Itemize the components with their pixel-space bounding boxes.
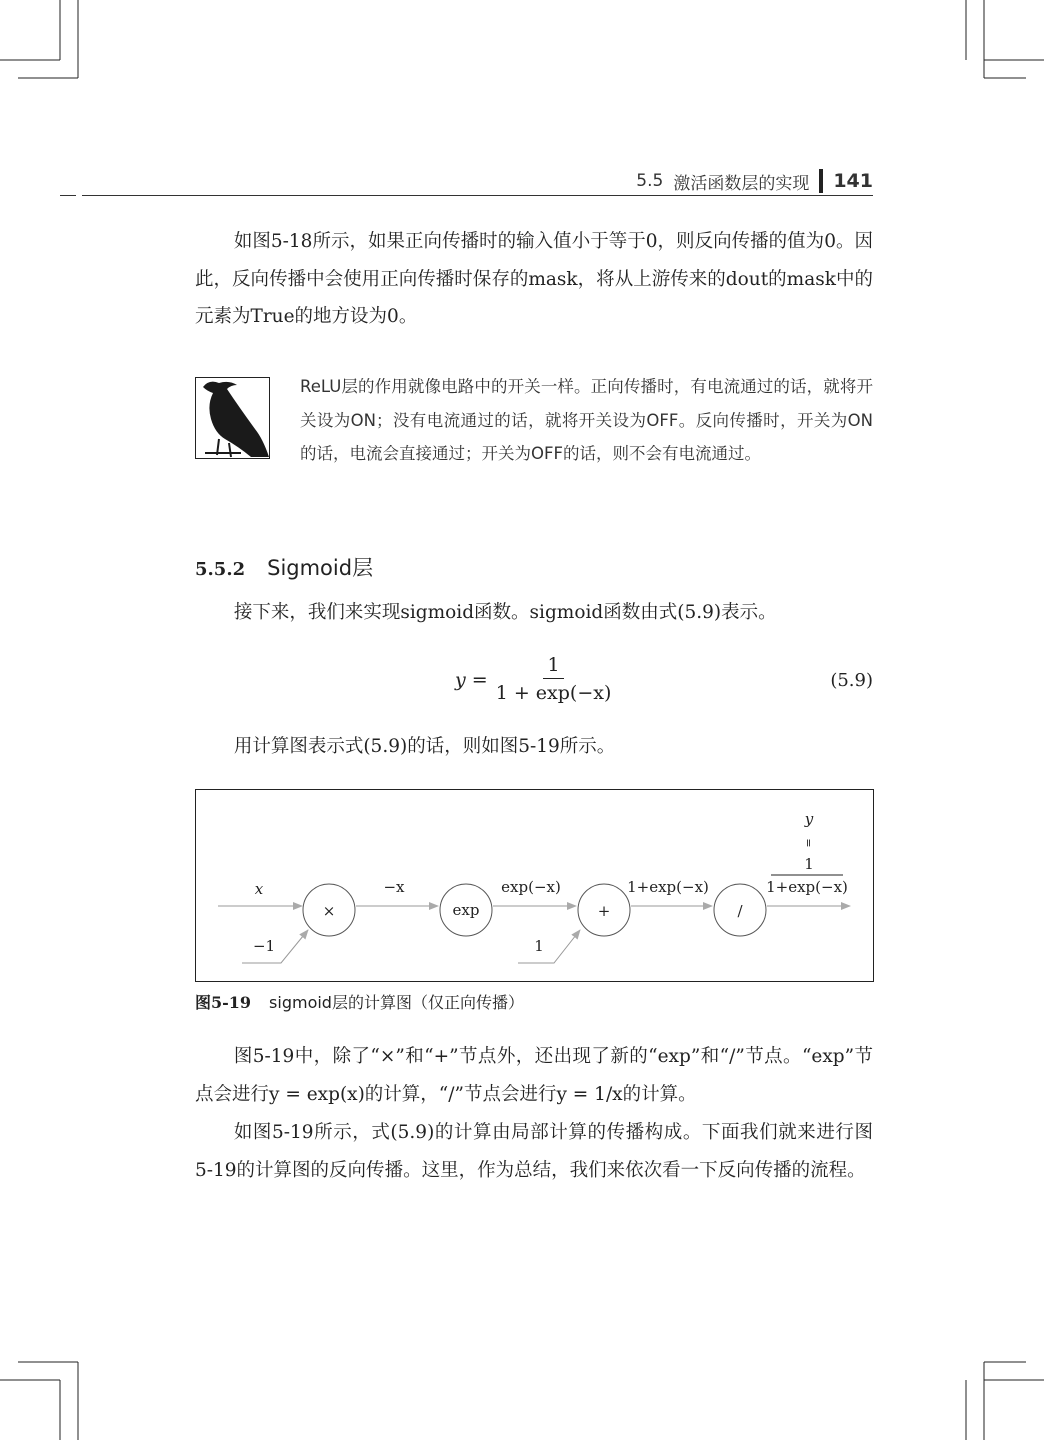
node-label: /	[737, 902, 743, 920]
paragraph-sigmoid-intro: 接下来，我们来实现sigmoid函数。sigmoid函数由式(5.9)表示。	[233, 602, 777, 623]
node-label: +	[597, 902, 611, 920]
edge-label: −x	[383, 878, 405, 896]
header-rule	[82, 195, 873, 196]
running-header	[560, 168, 873, 194]
edge-label: x	[254, 880, 264, 898]
caption-number: 图5-19	[195, 993, 252, 1012]
edge-label: 1+exp(−x)	[627, 878, 709, 896]
paragraph-backward-summary: 如图5-19所示，式(5.9)的计算由局部计算的传播构成。下面我们就来进行图5-19的计算图的反向传播。这里，作为总结，我们来依次看一下反向传播的流程。	[195, 1122, 873, 1181]
page-number: 141	[833, 170, 873, 192]
equation-lhs: y =	[455, 668, 488, 691]
caption-text: sigmoid层的计算图（仅正向传播）	[269, 993, 524, 1012]
equation-fraction	[496, 652, 612, 707]
node-label: exp	[452, 901, 480, 919]
output-denominator: 1+exp(−x)	[766, 878, 848, 896]
edge-label: exp(−x)	[501, 878, 561, 896]
note-text: ReLU层的作用就像电路中的开关一样。正向传播时，有电流通过的话，就将开关设为ON；没有电流通过的话，就将开关设为OFF。反向传播时，开关为ON的话，电流会直接通过；开关为OFF的话，则不会有电流通过。	[300, 377, 873, 463]
output-numerator: 1	[804, 855, 814, 873]
header-section: 5.5	[636, 171, 664, 191]
paragraph-new-nodes: 图5-19中，除了“×”和“+”节点外，还出现了新的“exp”和“/”节点。“exp”节点会进行y = exp(x)的计算，“/”节点会进行y = 1/x的计算。	[195, 1046, 873, 1105]
header-bar	[819, 169, 823, 193]
node-label: ×	[322, 902, 336, 920]
bird-icon	[195, 377, 270, 459]
header-rule-mark	[60, 195, 76, 196]
equation-number: (5.9)	[830, 670, 873, 691]
output-y: y	[804, 810, 814, 828]
header-title: 激活函数层的实现	[673, 173, 810, 194]
equation-5-9	[455, 652, 611, 707]
equation-denominator: 1 + exp(−x)	[495, 682, 612, 704]
side-input-label: 1	[534, 937, 544, 955]
side-input-label: −1	[252, 937, 276, 955]
section-heading	[195, 552, 373, 582]
output-eq: =	[802, 838, 815, 848]
equation-numerator: 1	[543, 652, 563, 679]
paragraph-relu-backward: 如图5-18所示，如果正向传播时的输入值小于等于0，则反向传播的值为0。因此，反向传播中会使用正向传播时保存的mask，将从上游传来的dout的mask中的元素为True的地方设为0。	[195, 231, 873, 327]
paragraph-graph-intro: 用计算图表示式(5.9)的话，则如图5-19所示。	[233, 736, 616, 757]
figure-caption	[195, 990, 524, 1013]
section-title: Sigmoid层	[267, 556, 374, 580]
section-number: 5.5.2	[195, 559, 246, 580]
computational-graph	[195, 789, 874, 982]
